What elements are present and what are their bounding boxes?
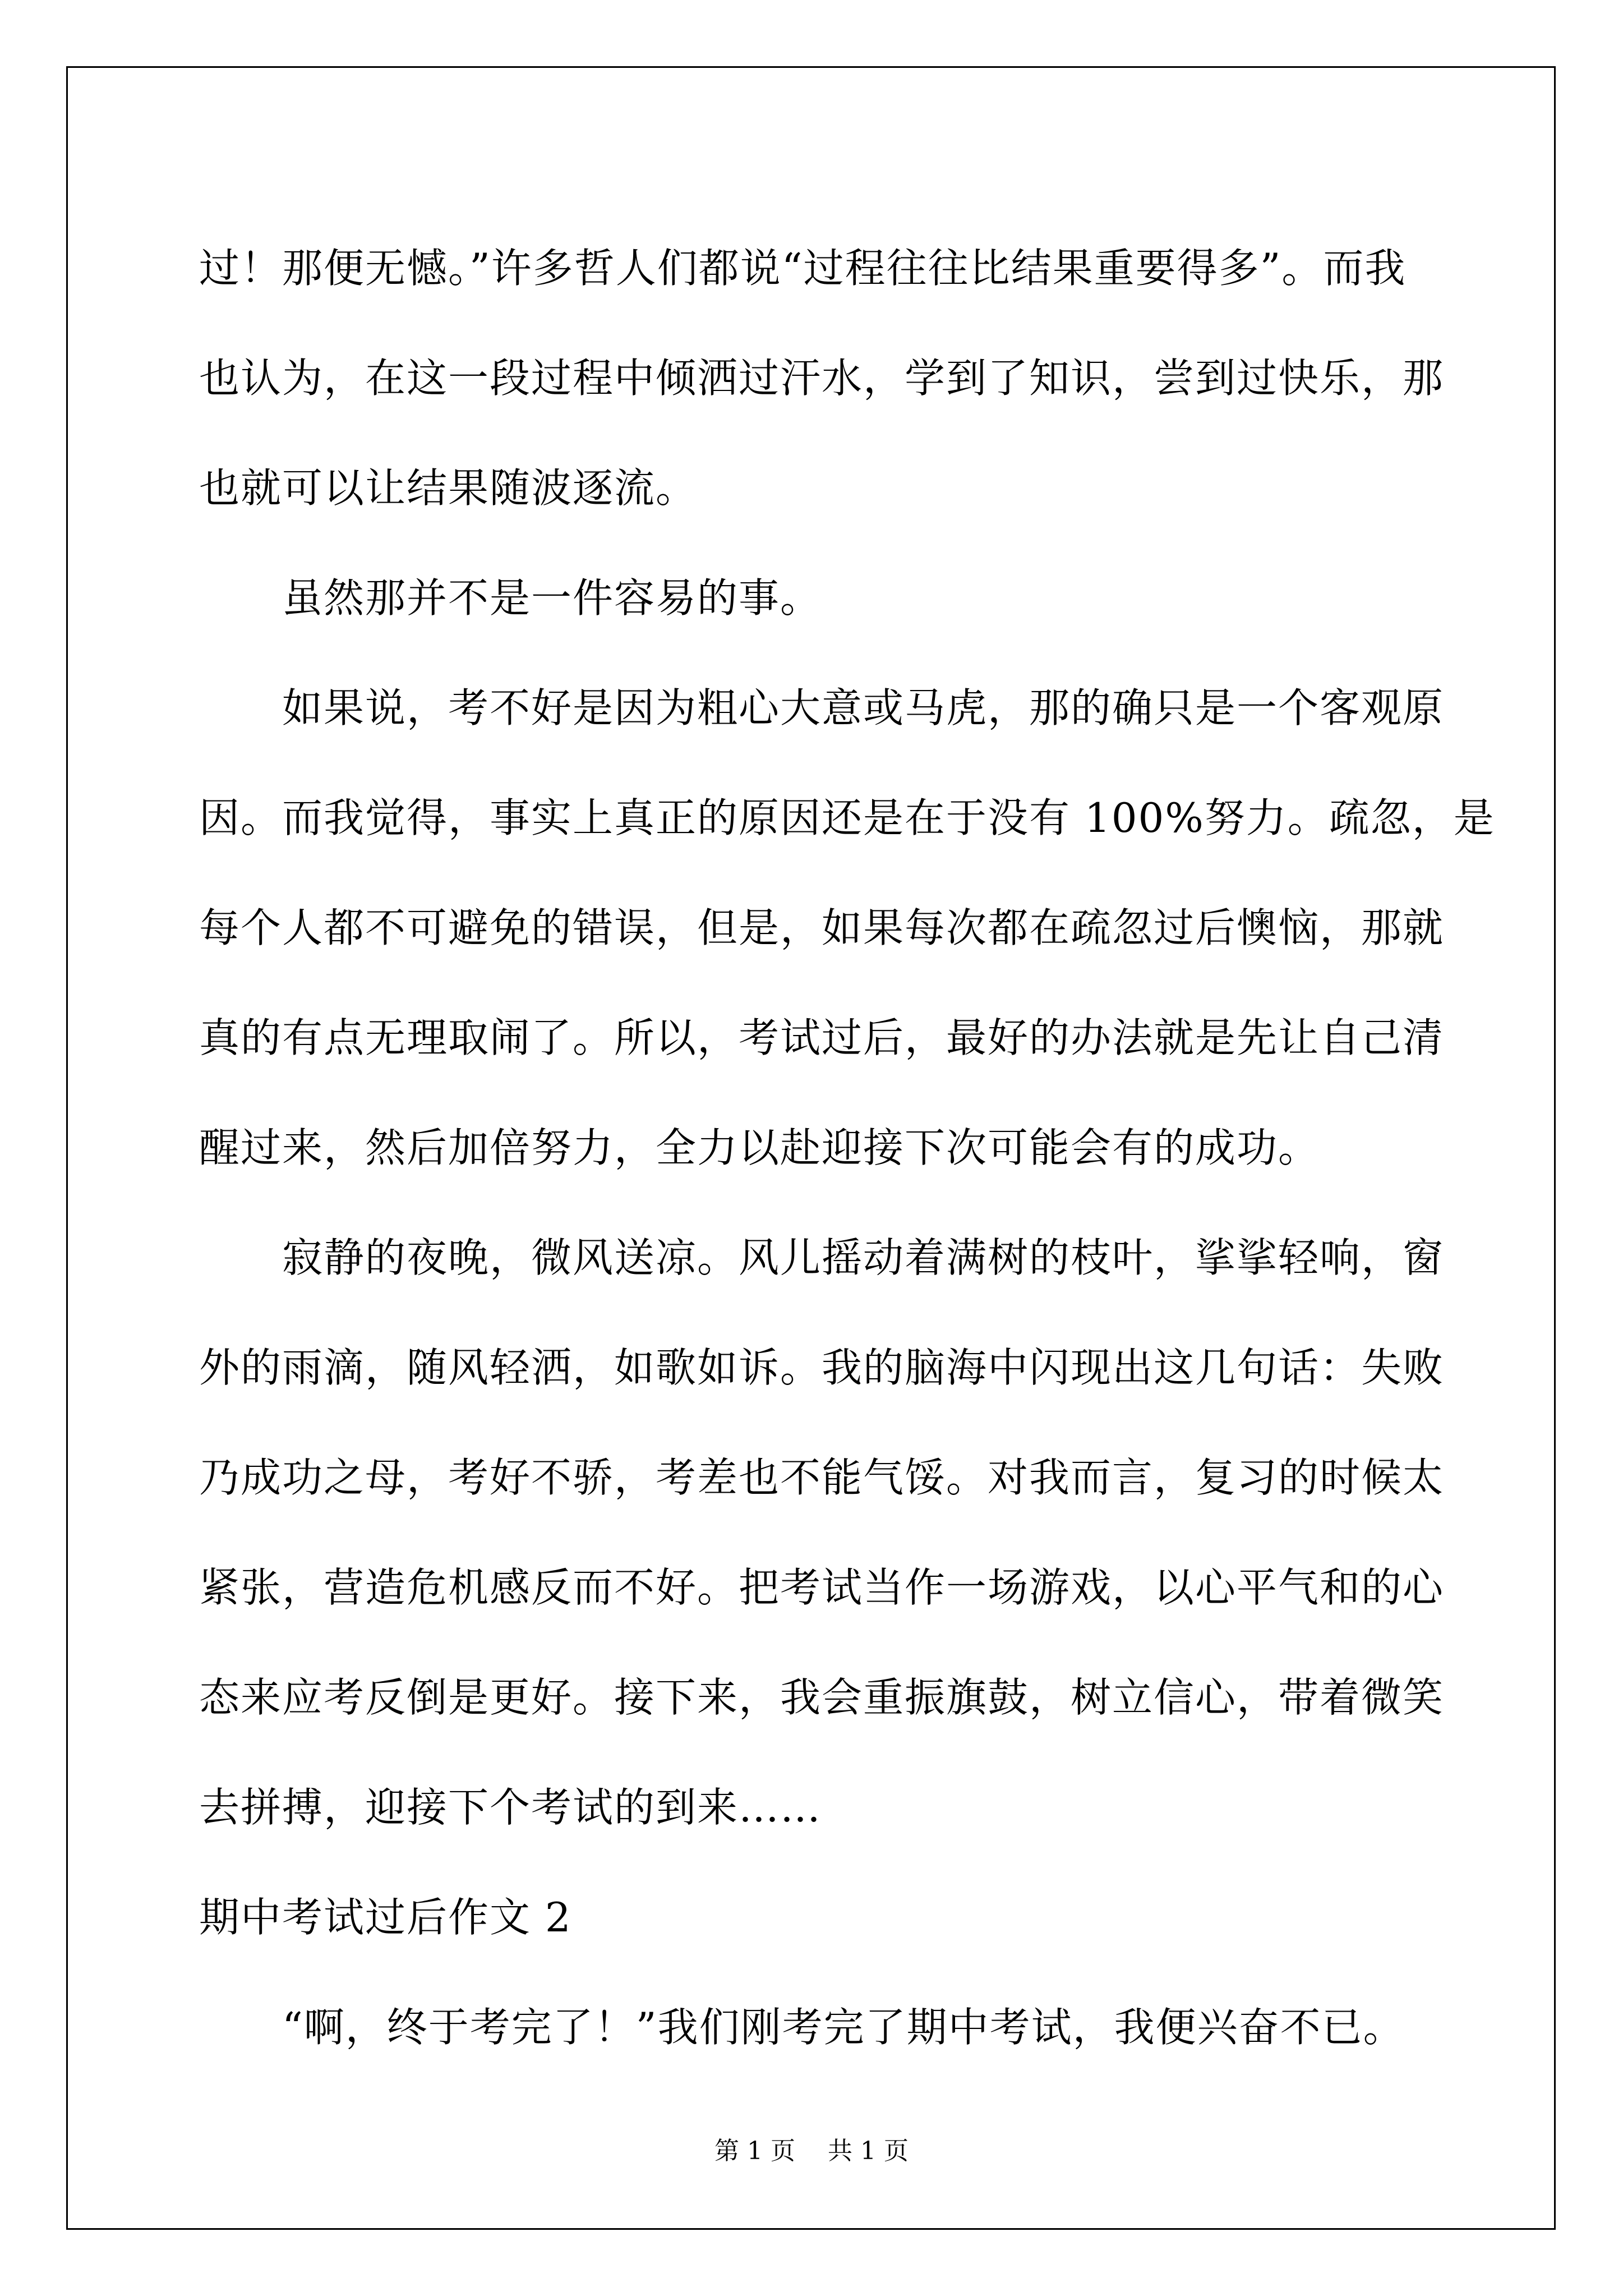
text-line: 也就可以让结果随波逐流。 [199, 464, 698, 512]
text-line: 外的雨滴，随风轻洒，如歌如诉。我的脑海中闪现出这几句话：失败 [199, 1344, 1445, 1391]
text-line: 虽然那并不是一件容易的事。 [282, 574, 822, 622]
text-line: 如果说，考不好是因为粗心大意或马虎，那的确只是一个客观原 [282, 684, 1445, 731]
text-line: 态来应考反倒是更好。接下来，我会重振旗鼓，树立信心，带着微笑 [199, 1674, 1445, 1721]
text-line: 寂静的夜晚，微风送凉。风儿摇动着满树的枝叶，挲挲轻响，窗 [282, 1234, 1445, 1281]
text-line: “啊，终于考完了！”我们刚考完了期中考试，我便兴奋不已。 [282, 2004, 1405, 2051]
text-line: 因。而我觉得，事实上真正的原因还是在于没有 100%努力。疏忽，是 [199, 794, 1495, 841]
text-line: 真的有点无理取闹了。所以，考试过后，最好的办法就是先让自己清 [199, 1014, 1445, 1061]
document-body [199, 213, 1495, 2082]
text-line: 醒过来，然后加倍努力，全力以赴迎接下次可能会有的成功。 [199, 1124, 1320, 1171]
text-line: 紧张，营造危机感反而不好。把考试当作一场游戏，以心平气和的心 [199, 1564, 1445, 1611]
page-number-footer: 第 1 页 共 1 页 [714, 2137, 909, 2165]
text-line: 也认为，在这一段过程中倾洒过汗水，学到了知识，尝到过快乐，那 [199, 355, 1445, 402]
text-line: 每个人都不可避免的错误，但是，如果每次都在疏忽过后懊恼，那就 [199, 904, 1445, 951]
section-heading: 期中考试过后作文 2 [199, 1894, 572, 1941]
text-line: 去拼搏，迎接下个考试的到来…… [199, 1784, 822, 1831]
text-line: 乃成功之母，考好不骄，考差也不能气馁。对我而言，复习的时候太 [199, 1454, 1445, 1501]
text-line: 过！那便无憾。”许多哲人们都说“过程往往比结果重要得多”。而我 [199, 245, 1407, 292]
